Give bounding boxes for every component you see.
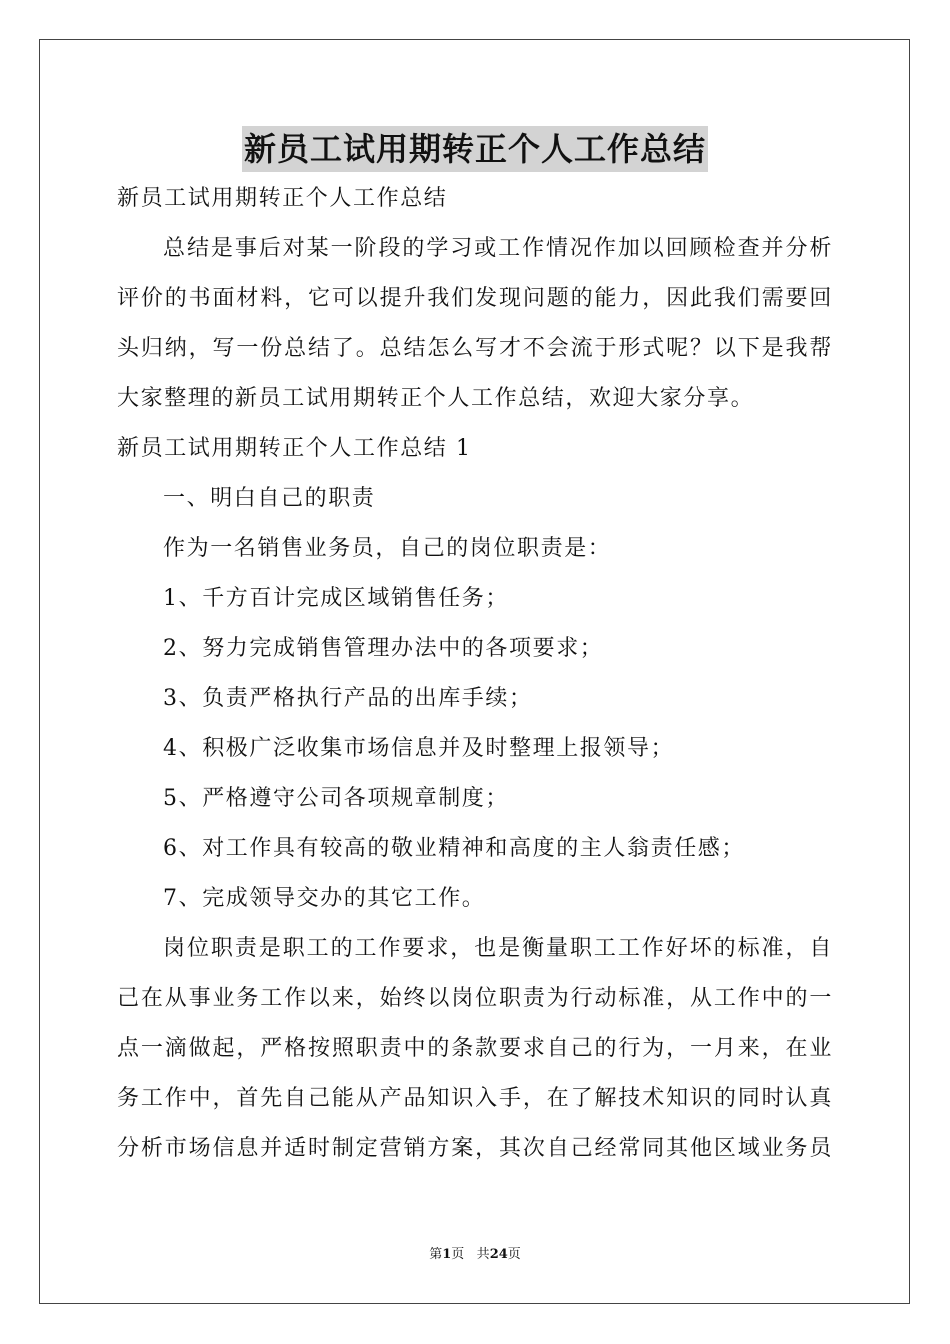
paragraph-line: 岗位职责是职工的工作要求，也是衡量职工工作好坏的标准，自: [163, 936, 833, 961]
paragraph-line: 评价的书面材料，它可以提升我们发现问题的能力，因此我们需要回: [117, 286, 833, 311]
paragraph-line: 己在从事业务工作以来，始终以岗位职责为行动标准，从工作中的一: [117, 986, 833, 1011]
paragraph-line: 点一滴做起，严格按照职责中的条款要求自己的行为，一月来，在业: [117, 1036, 833, 1061]
page-footer: [0, 1246, 950, 1264]
footer-total-prefix: 共: [476, 1247, 490, 1262]
paragraph-line: 大家整理的新员工试用期转正个人工作总结，欢迎大家分享。: [117, 386, 755, 411]
paragraph-line: 作为一名销售业务员，自己的岗位职责是：: [163, 536, 612, 561]
list-item: 3、负责严格执行产品的出库手续；: [163, 686, 533, 711]
list-item: 7、完成领导交办的其它工作。: [163, 886, 486, 911]
footer-page-number: 1: [442, 1247, 452, 1262]
footer-total-suffix: 页: [507, 1247, 521, 1262]
title-container: [0, 126, 950, 172]
list-item: 5、严格遵守公司各项规章制度；: [163, 786, 509, 811]
document-title: 新员工试用期转正个人工作总结: [242, 126, 708, 172]
footer-page-suffix: 页: [451, 1247, 465, 1262]
paragraph-line: 总结是事后对某一阶段的学习或工作情况作加以回顾检查并分析: [163, 236, 833, 261]
list-item: 2、努力完成销售管理办法中的各项要求；: [163, 636, 604, 661]
page-border: [39, 39, 910, 1304]
section-heading: 新员工试用期转正个人工作总结 1: [117, 436, 472, 461]
subtitle-line: 新员工试用期转正个人工作总结: [117, 186, 448, 211]
subsection-heading: 一、明白自己的职责: [163, 486, 376, 511]
footer-total-pages: 24: [489, 1247, 508, 1262]
list-item: 4、积极广泛收集市场信息并及时整理上报领导；: [163, 736, 675, 761]
paragraph-line: 分析市场信息并适时制定营销方案，其次自己经常同其他区域业务员: [117, 1136, 833, 1161]
footer-page-prefix: 第: [429, 1247, 443, 1262]
list-item: 1、千方百计完成区域销售任务；: [163, 586, 509, 611]
paragraph-line: 头归纳，写一份总结了。总结怎么写才不会流于形式呢？以下是我帮: [117, 336, 833, 361]
paragraph-line: 务工作中，首先自己能从产品知识入手，在了解技术知识的同时认真: [117, 1086, 833, 1111]
list-item: 6、对工作具有较高的敬业精神和高度的主人翁责任感；: [163, 836, 745, 861]
